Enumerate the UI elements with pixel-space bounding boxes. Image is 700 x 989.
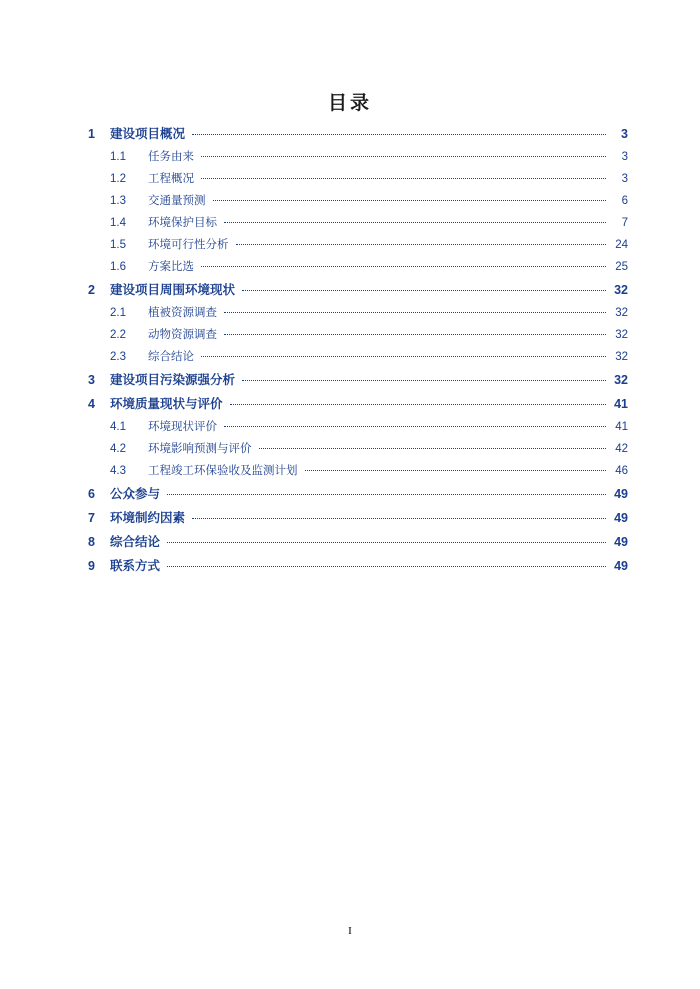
toc-entry[interactable] <box>88 234 628 256</box>
toc-entry-label: 建设项目周围环境现状 <box>110 283 236 297</box>
toc-leader-dots <box>224 305 606 317</box>
toc-entry-label: 方案比选 <box>148 261 194 273</box>
toc-entry-number: 9 <box>88 559 95 573</box>
toc-entry-number: 7 <box>88 511 95 525</box>
toc-entry[interactable] <box>88 438 628 460</box>
toc-entry-label: 环境影响预测与评价 <box>148 443 252 455</box>
toc-entry-label: 动物资源调查 <box>148 329 217 341</box>
toc-entry-page-number: 3 <box>621 127 628 141</box>
toc-entry-label: 植被资源调查 <box>148 307 217 319</box>
toc-entry-label: 综合结论 <box>148 351 194 363</box>
toc-leader-dots <box>213 193 607 205</box>
toc-entry-label: 交通量预测 <box>148 195 206 207</box>
toc-entry-number: 2 <box>88 283 95 297</box>
toc-entry-page-number: 46 <box>615 465 628 477</box>
toc-entry[interactable] <box>88 146 628 168</box>
toc-entry-number: 2.2 <box>110 329 126 341</box>
toc-entry-number: 1 <box>88 127 95 141</box>
toc-leader-dots <box>167 558 606 571</box>
toc-entry-number: 4.1 <box>110 421 126 433</box>
toc-entry-number: 3 <box>88 373 95 387</box>
toc-entry[interactable] <box>88 346 628 368</box>
toc-entry-page-number: 41 <box>615 421 628 433</box>
toc-entry-number: 8 <box>88 535 95 549</box>
toc-entry-number: 4 <box>88 397 95 411</box>
toc-entry-page-number: 49 <box>614 487 628 501</box>
toc-leader-dots <box>201 259 606 271</box>
toc-entry-number: 1.6 <box>110 261 126 273</box>
toc-entry[interactable] <box>88 256 628 278</box>
toc-entry-number: 1.1 <box>110 151 126 163</box>
toc-entry-page-number: 32 <box>615 307 628 319</box>
toc-entry-label: 建设项目概况 <box>110 127 186 141</box>
toc-entry[interactable] <box>88 212 628 234</box>
toc-entry-number: 4.3 <box>110 465 126 477</box>
toc-entry-label: 联系方式 <box>110 559 161 573</box>
toc-entry-page-number: 32 <box>614 373 628 387</box>
toc-entry-page-number: 3 <box>621 173 628 185</box>
toc-leader-dots <box>224 419 606 431</box>
toc-entry[interactable] <box>88 554 628 578</box>
toc-leader-dots <box>192 126 606 139</box>
toc-entry-number: 1.5 <box>110 239 126 251</box>
toc-entry-page-number: 3 <box>621 151 628 163</box>
toc-entry[interactable] <box>88 506 628 530</box>
toc-entry-label: 工程概况 <box>148 173 194 185</box>
toc-entry-page-number: 32 <box>615 329 628 341</box>
toc-entry-number: 4.2 <box>110 443 126 455</box>
toc-entry-page-number: 49 <box>614 535 628 549</box>
toc-entry-label: 任务由来 <box>148 151 194 163</box>
toc-entry-page-number: 25 <box>615 261 628 273</box>
toc-entry-label: 环境制约因素 <box>110 511 186 525</box>
toc-entry[interactable] <box>88 368 628 392</box>
toc-leader-dots <box>167 486 606 499</box>
toc-entry[interactable] <box>88 278 628 302</box>
toc-entry-label: 环境质量现状与评价 <box>110 397 223 411</box>
toc-entry[interactable] <box>88 190 628 212</box>
toc-entry-label: 公众参与 <box>110 487 161 501</box>
toc-entry-number: 6 <box>88 487 95 501</box>
page-title: 目录 <box>327 93 372 114</box>
toc-entry-label: 工程竣工环保验收及监测计划 <box>148 465 298 477</box>
toc-entry-page-number: 32 <box>614 283 628 297</box>
table-of-contents <box>88 122 628 578</box>
toc-entry[interactable] <box>88 460 628 482</box>
toc-leader-dots <box>236 237 607 249</box>
toc-entry-label: 综合结论 <box>110 535 161 549</box>
toc-leader-dots <box>224 215 606 227</box>
toc-leader-dots <box>305 463 607 475</box>
toc-leader-dots <box>192 510 606 523</box>
toc-leader-dots <box>230 396 606 409</box>
toc-entry-page-number: 24 <box>615 239 628 251</box>
toc-leader-dots <box>167 534 606 547</box>
toc-entry-page-number: 6 <box>621 195 628 207</box>
toc-entry-label: 环境保护目标 <box>148 217 217 229</box>
toc-entry-number: 1.2 <box>110 173 126 185</box>
toc-entry-label: 环境现状评价 <box>148 421 217 433</box>
toc-entry-page-number: 42 <box>615 443 628 455</box>
toc-entry-page-number: 7 <box>621 217 628 229</box>
toc-entry-number: 2.1 <box>110 307 126 319</box>
toc-entry[interactable] <box>88 302 628 324</box>
toc-entry-number: 1.3 <box>110 195 126 207</box>
toc-entry[interactable] <box>88 416 628 438</box>
toc-entry-label: 环境可行性分析 <box>148 239 229 251</box>
toc-entry[interactable] <box>88 324 628 346</box>
toc-leader-dots <box>242 372 606 385</box>
toc-leader-dots <box>201 349 606 361</box>
toc-leader-dots <box>201 149 606 161</box>
toc-leader-dots <box>242 282 606 295</box>
toc-entry-number: 1.4 <box>110 217 126 229</box>
toc-entry-page-number: 41 <box>614 397 628 411</box>
toc-entry[interactable] <box>88 530 628 554</box>
toc-entry[interactable] <box>88 122 628 146</box>
toc-leader-dots <box>224 327 606 339</box>
footer-page-number: I <box>348 925 352 937</box>
toc-entry[interactable] <box>88 392 628 416</box>
toc-entry-page-number: 32 <box>615 351 628 363</box>
toc-entry[interactable] <box>88 482 628 506</box>
toc-entry-label: 建设项目污染源强分析 <box>110 373 236 387</box>
toc-entry[interactable] <box>88 168 628 190</box>
toc-leader-dots <box>259 441 607 453</box>
toc-entry-number: 2.3 <box>110 351 126 363</box>
toc-entry-page-number: 49 <box>614 559 628 573</box>
toc-leader-dots <box>201 171 606 183</box>
toc-entry-page-number: 49 <box>614 511 628 525</box>
